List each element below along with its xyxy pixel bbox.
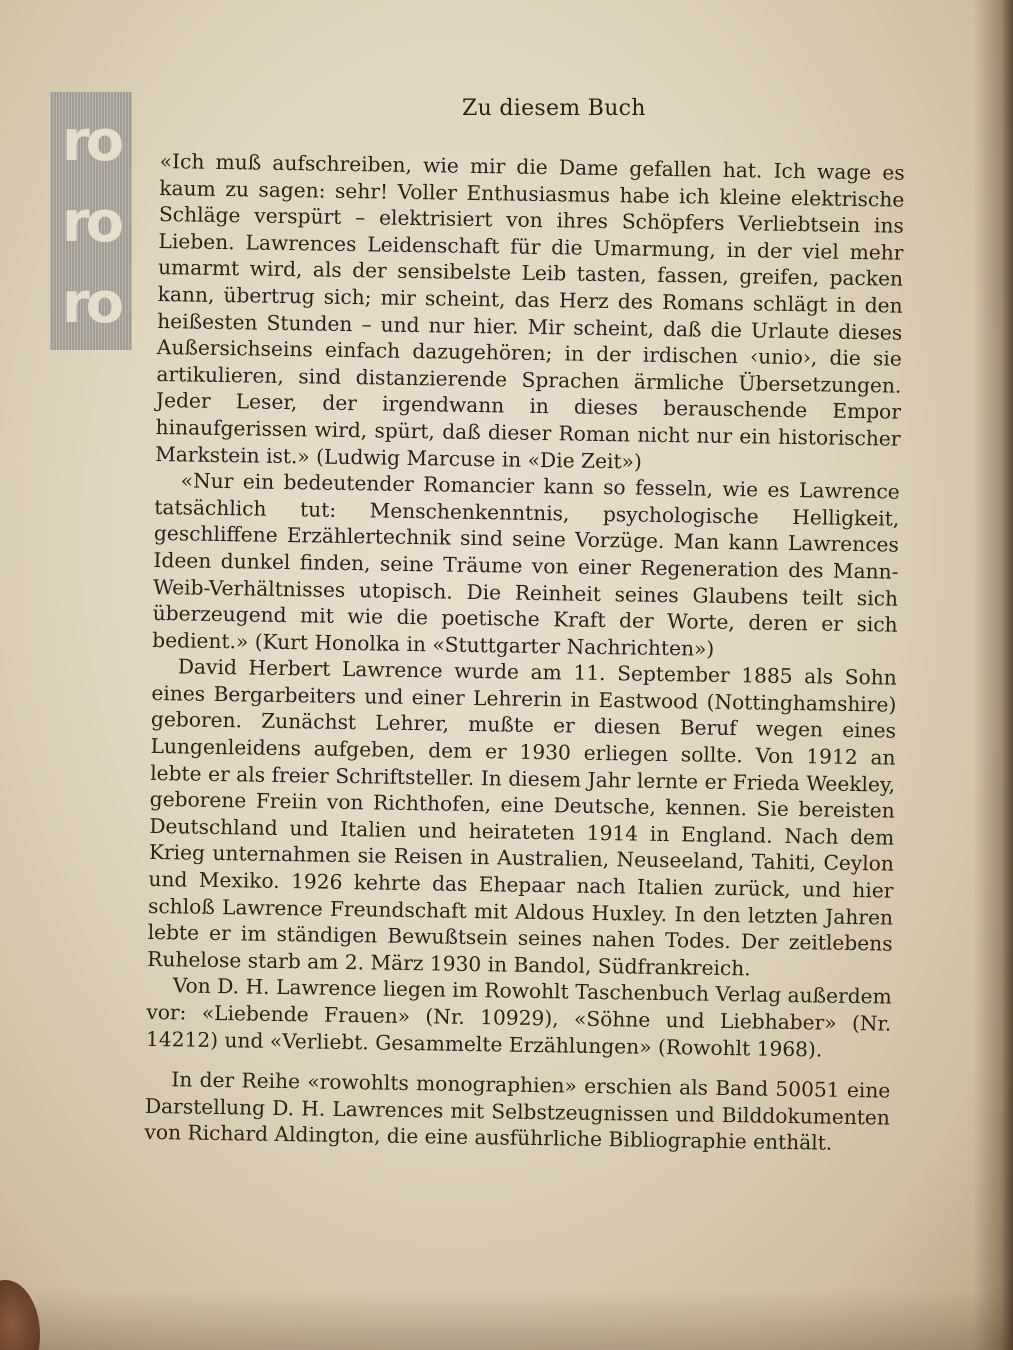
page-heading: Zu diesem Buch	[462, 96, 646, 121]
logo-line-2: ro	[61, 189, 121, 255]
logo-line-1: ro	[61, 109, 121, 175]
page-edge-shadow	[973, 0, 1013, 1350]
body-text	[144, 148, 905, 1158]
page-bottom-shadow	[0, 1290, 1013, 1350]
paragraph-monograph: In der Reihe «rowohlts monographien» erschien als Band 50051 eine Darstellung D. H. Lawrences mit Selbstzeugnissen und Bilddokumenten von Richard Aldington, die eine ausführliche Bibliographie enthält.	[144, 1067, 891, 1156]
paragraph-honolka-quote: «Nur ein bedeutender Romancier kann so fesseln, wie es Lawrence tatsächlich tut: Menschenkenntnis, psychologische Helligkeit, geschliffene Erzählertechnik sind seine Vorzüge. Man kann Lawrences Ideen dunkel finden, seine Träume von einer Regeneration des Mann-Weib-Verhältnisses utopisch. Die Reinheit seines Glaubens teilt sich überzeugend mit wie die poetische Kraft der Worte, deren er sich bedient.» (Kurt Honolka in «Stuttgarter Nachrichten»)	[152, 468, 900, 661]
logo-line-3: ro	[61, 270, 121, 336]
paragraph-other-works: Von D. H. Lawrence liegen im Rowohlt Taschenbuch Verlag außerdem vor: «Liebende Frauen» (Nr. 10929), «Söhne und Liebhaber» (Nr. 14212) und «Verliebt. Gesammelte Erzählungen» (Rowohlt 1968).	[145, 973, 892, 1062]
rororo-logo	[50, 92, 132, 350]
paragraph-marcuse-quote: «Ich muß aufschreiben, wie mir die Dame gefallen hat. Ich wage es kaum zu sagen: sehr! Voller Enthusiasmus habe ich kleine elektrische Schläge verspürt – elektrisiert von ihres Schöpfers Verliebtsein ins Lieben. Lawrences Leidenschaft für die Umarmung, in der viel mehr umarmt wird, als der sensibelste Leib tasten, fassen, greifen, packen kann, übertrug sich; mir scheint, das Herz des Romans schlägt in den heißesten Stunden – und nur hier. Mir scheint, daß die Urlaute dieses Außersichseins einfach dazugehören; in der irdischen ‹unio›, die sie artikulieren, sind distanzierende Sprachen ärmliche Übersetzungen. Jeder Leser, der irgendwann in dieses berauschende Empor hinaufgerissen wird, spürt, daß dieser Roman nicht nur ein historischer Markstein ist.» (Ludwig Marcuse in «Die Zeit»)	[155, 148, 905, 474]
paragraph-biography: David Herbert Lawrence wurde am 11. September 1885 als Sohn eines Bergarbeiters und einer Lehrerin in Eastwood (Nottinghamshire) geboren. Zunächst Lehrer, mußte er diesen Beruf wegen eines Lungenleidens aufgeben, dem er 1930 erliegen sollte. Von 1912 an lebte er als freier Schriftsteller. In diesem Jahr lernte er Frieda Weekley, geborene Freiin von Richthofen, eine Deutsche, kennen. Sie bereisten Deutschland und Italien und heirateten 1914 in England. Nach dem Krieg unternahmen sie Reisen in Australien, Neuseeland, Tahiti, Ceylon und Mexiko. 1926 kehrte das Ehepaar nach Italien zurück, und hier schloß Lawrence Freundschaft mit Aldous Huxley. In den letzten Jahren lebte er im ständigen Bewußtsein seines nahen Todes. Der zeitlebens Ruhelose starb am 2. März 1930 in Bandol, Südfrankreich.	[147, 654, 897, 981]
